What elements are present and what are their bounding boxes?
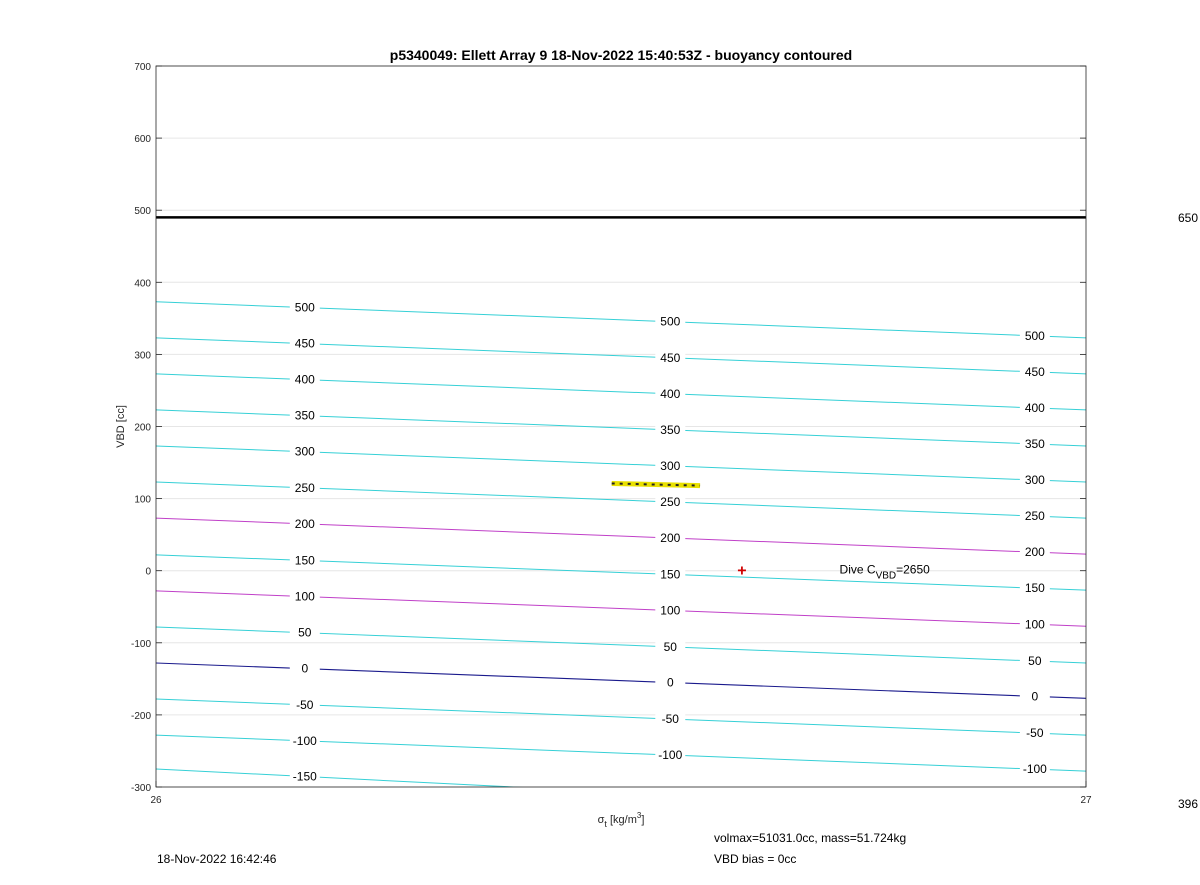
footer-timestamp: 18-Nov-2022 16:42:46	[157, 852, 277, 866]
contour-label: -100	[658, 748, 683, 763]
y-tick-label: 400	[134, 278, 151, 290]
contour-label: 500	[1024, 328, 1045, 343]
contour-label: 200	[1024, 545, 1045, 560]
contour-label: 200	[660, 531, 681, 546]
x-tick-label: 26	[150, 795, 162, 806]
contour-label: -150	[292, 769, 317, 784]
contour-label: -50	[1026, 726, 1044, 741]
chart-title: p5340049: Ellett Array 9 18-Nov-2022 15:40:53Z - buoyancy contoured	[389, 47, 853, 63]
dive-label: Dive $C_{VBD}=2650$	[839, 562, 930, 582]
contour-label: 300	[660, 458, 681, 473]
contour-label: 500	[660, 314, 681, 329]
contour-label: 400	[660, 386, 681, 401]
contour-label: 300	[294, 444, 315, 459]
y-axis-label: VBD [cc]	[115, 405, 127, 448]
y-tick-label: -100	[130, 638, 151, 650]
contour-label: 50	[298, 625, 312, 640]
contour-label: 450	[660, 350, 681, 365]
contour-label: 500	[294, 300, 315, 315]
y-tick-label: 0	[145, 566, 151, 578]
contour-label: 250	[660, 494, 681, 509]
right-label-bottom: 396	[1177, 797, 1198, 811]
contour-label: 150	[294, 553, 315, 568]
dive-marker: +	[737, 562, 747, 580]
contour-label: 0	[301, 661, 309, 676]
y-tick-label: 500	[134, 206, 151, 218]
contour-label: 150	[1024, 581, 1045, 596]
y-tick-label: -200	[130, 710, 151, 722]
y-tick-label: 600	[134, 134, 151, 146]
y-tick-label: 700	[134, 62, 151, 73]
contour-label: 450	[294, 336, 315, 351]
contour-label: -100	[1022, 762, 1047, 777]
contour-label: 350	[660, 422, 681, 437]
footer-volmax: volmax=51031.0cc, mass=51.724kg	[714, 831, 907, 845]
grid-layer	[156, 66, 1086, 787]
observation-band	[612, 483, 700, 485]
contour-label: 250	[1024, 509, 1045, 524]
contour-label: 300	[1024, 473, 1045, 488]
x-axis-label: $\sigma_t$ $[kg/m^3]$	[597, 811, 645, 829]
contour-label: -50	[661, 711, 679, 726]
y-tick-label: 200	[134, 422, 151, 434]
y-tick-label: 300	[134, 350, 151, 362]
x-tick-label: 27	[1080, 795, 1092, 806]
contour-label: 400	[294, 372, 315, 387]
contour-label: 0	[666, 675, 674, 690]
right-label-top: 650	[1177, 211, 1198, 225]
contour-label: 400	[1024, 400, 1045, 415]
contour-label: 200	[294, 516, 315, 531]
contour-label: 50	[663, 639, 677, 654]
contour-label: 100	[660, 603, 681, 618]
contour-label: 100	[1024, 617, 1045, 632]
contour-label: 150	[660, 567, 681, 582]
contour-label: -100	[292, 733, 317, 748]
contour-label: 250	[294, 480, 315, 495]
contour-label: 50	[1028, 654, 1042, 669]
label-layer	[290, 300, 1050, 784]
y-tick-label: 100	[134, 494, 151, 506]
contour-label: 100	[294, 589, 315, 604]
y-tick-label: -300	[130, 783, 151, 794]
contour-label: 350	[1024, 436, 1045, 451]
contour-label: 0	[1031, 689, 1039, 704]
footer-vbd-bias: VBD bias = 0cc	[714, 852, 797, 866]
contour-label: -50	[296, 697, 314, 712]
contour-label: 350	[294, 408, 315, 423]
contour-label: 450	[1024, 364, 1045, 379]
